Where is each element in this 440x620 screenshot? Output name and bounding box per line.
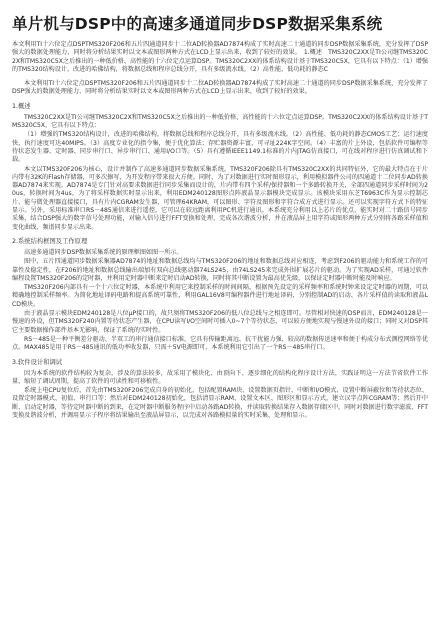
section-heading: 3.软件设计和调试 bbox=[12, 358, 63, 366]
paragraph: 由于液晶显示模块EDM240128是八位μP接口的，故只须将TMS320F206的低八位总线与之相连即可。尽管相对快速的DSP而言，EDM240128是一慢速的外设，但TMS320F240内置等待状态产生器，在CPU读写I/O空间时可插入0~7个等待状态，可以较方便地实现与慢速外设的接口；同时又对DSP其它主要数据操作部件基本无影响，保证了系统的实时性。 bbox=[12, 310, 428, 334]
paragraph: 图中，五片四通道同步数据采集器AD7874的地址和数据总线均与TMS320F206的地址和数据总线对应相连，考虑到F206的驱动能力和系统工作的可靠性及稳定性，在F206的地址和数据总线输出端加有双向总线驱动器74LS245，由74LS245来完成外围扩展芯片的驱动。为了实现AD采样，可通过软件编程设置TMS320F206的定时器，并利用定时器中断来定时启动AD转换，同时将其中断设置为最高优先级，以保证定时器中断时能及时响应。 bbox=[12, 258, 428, 282]
paragraph: TMS320C2XX是TI公司继TMS320C2X和TMS320C5X之后推出的一种低价格、高性能的十六位定点运算DSP。TMS320C2XX的体系结构设计基于TMS320C5X，它具有以下特点： bbox=[12, 113, 428, 130]
article-title: 单片机与DSP中的高速多通道同步DSP数据采集系统 bbox=[12, 15, 383, 33]
paragraph: RS－485是一种平衡差分驱动、半双工的串行通信接口标准，它具有传输距离远、抗干扰能力强、较高的数据传送速率和便于构成分布式测控网络等优点。MAX485是用于RS－485通讯的低功率收发器，只需＋5V电源即可，本系统利用它引出了一个RS－485串行口。 bbox=[12, 335, 428, 352]
paragraph: 系统上电CPU复位后，首先由TMS320F206完成自身的初始化，包括配置RAM块、设置数据页指针、中断和I/O模式、设置中断屏蔽位和等待状态位、设置定时器模式、初值、串行口等；然后对EDM240128初始化，包括清显示RAM、设置文本区、图形区和显示方式，建立汉字点阵CGRAM等；然后开中断、启动定时器，等待定时器中断的到来，在定时器中断服务程序中启动各路AD转换，并读取转换结果存入数据存储区中，同时对数据进行数字滤波、FFT变换及谐波分析，并调用显示子程序将结果输出至液晶屏显示，以完成对各路模拟量的实时采集、处理和显示。 bbox=[12, 387, 428, 419]
section-heading: 1.概述 bbox=[12, 102, 31, 110]
paragraph: 本文利用TI十六位定点DSPTMS320F206和五片四通道同步十二位AD转换器AD7874构成了实时高速二十通道的同步DSP数据采集系统，充分发挥了DSP强大的数据处理能力，同时将分析结果实时以文本或图形两种方式在LCD上显示出来，收到了较好的效果。 bbox=[12, 80, 428, 96]
abstract: 本文利用TI十六位定点DSPTMS320F206和五片四通道同步十二位AD转换器AD7874构成了实时高速二十通道的同步DSP数据采集系统，充分发挥了DSP强大的数据处理能力，同时将分析结果实时以文本或图形两种方式在LCD上显示出来，收到了较好的效果。 1.概述 TMS320C2XX是TI公司继TMS320C2X和TMS320C5X之后推出的一种低价格、高性能的十六位定点运算DSP。TMS320C2XX的体系结构设计基于TMS320C5X，它具有以下特点：（1）增强的TMS320结构设计，改进的哈佛结构，将数据总线和程序总线分开，具有多级流水线。（2）高性能、低功耗的静态C bbox=[12, 41, 428, 73]
paragraph: 高速多通道同步DSP数据采集系统的原理框图如图一所示。 bbox=[24, 248, 183, 256]
paragraph: 本文以TMS320F206为核心，设计并制作了高速多通道同步数据采集系统。TMS320F206除具有TMS320C2XX的共同特征外，它的最大特点在于片内带有32K的Flash存储器，可多次擦写，为开发程序带来很大方便。同时，为了对数据进行实时图形显示，利用模拟器件公司的四通道十二位同步AD转换器AD7874来实现。AD7874是专门针对高要求数据进行同步采集而设计的，片内带有四个采样/保持器和一个多路转换开关，全部四通道同步采样时间为20us，转换时间为4us，为了将采样数据实时显示出来，利用EDM240128图形点阵液晶显示器模块完成显示。该模块采用东芝T6963C作为显示控制芯片，能与微处理器直接接口，具有片内CGRAM发生器，可管理64KRAM，可以图形、字符及图形和字符合成方式进行显示。还可以实现字符方式下的特征显示。另外，采用标准串口RS－485通信来进行遥控，它可以在较远距离利用PC机进行通讯。本系统充分利用以上芯片的优点，能实时对二十路信号同步采集，结合DSP强大的数字信号处理功能，对输入信号进行FFT变换和处理，完成各次谐波分析，并在液晶屏上用字符或图形两种方式分别将各路采样值和变化曲线、频谱同步显示出来。 bbox=[12, 165, 428, 231]
paragraph: 因为本系统的软件结构较为复杂，涉及的算法较多，故采用了模块化、由顶向下、逐步细化的结构化程序设计方法，实践证明这一方法节省软件工作量，缩短了调试周期，提高了软件的可读性和可移植性。 bbox=[12, 369, 428, 385]
paragraph: TMS320F206内部具有一个十六位定时器，本系统中利用它来控制采样的时间间隔，根据预先设定的采样频率和系统时钟来设定定时器的周期，可以精确地控制采样频率。为简化地址译码电路和提高系统可靠性，利用GAL16V8可编程器件进行地址译码，分别控制AD的启动、各片采样值的读取和液晶LCD模块。 bbox=[12, 284, 428, 308]
section-heading: 2.系统结构框图及工作原理 bbox=[12, 237, 88, 245]
paragraph: （1）增强的TMS320结构设计，改进的哈佛结构，将数据总线和程序总线分开，具有多级流水线。（2）高性能、低功耗的静态CMOS工艺；运行速度快，执行速度可达40MIPS。（3）高度专业化的指令集，便于优化算法；存贮器资源丰富，可寻址224K字空间。（4）丰富的片上外设，包括软件可编程等待状态发生器、定时器、同步串行口、异步串行口、通用I/O口等。（5）具有遵循IEEE1149.1标准的片内JTAG仿真接口，可在线对程序进行仿真调试和下载。 bbox=[12, 131, 429, 164]
article-body bbox=[12, 80, 428, 420]
